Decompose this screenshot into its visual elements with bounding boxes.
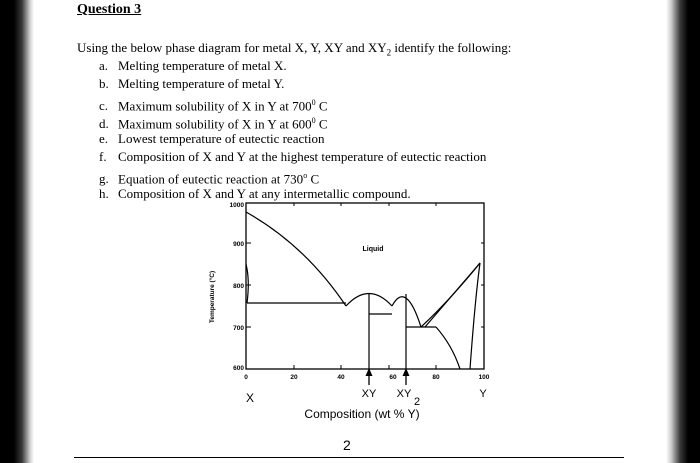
item-letter: e. [99, 131, 109, 147]
intro-subscript: 2 [386, 47, 392, 58]
item-unit: C [315, 97, 328, 113]
item-unit: C [307, 171, 320, 187]
degree-mark: o [303, 170, 308, 180]
intro-text-end: identify the following: [391, 40, 512, 55]
metal-y-label: Y [479, 388, 487, 400]
y-solidus [470, 263, 480, 369]
item-letter: g. [99, 171, 109, 187]
compound-arrows [366, 368, 410, 385]
item-letter: b. [99, 76, 109, 92]
question-heading: Question 3 [77, 2, 142, 17]
phase-boundaries [246, 212, 480, 369]
degree-mark: 0 [311, 115, 316, 125]
page-number: 2 [343, 437, 351, 453]
liquid-region-label: Liquid [362, 246, 384, 253]
y-solvus [436, 327, 460, 369]
x-tick-label: 40 [337, 374, 345, 381]
item-text: Lowest temperature of eutectic reaction [118, 131, 325, 147]
xy2-subscript: 2 [413, 396, 421, 408]
item-letter: h. [99, 186, 109, 202]
xy-label: XY [361, 388, 377, 400]
x-tick-label: 60 [389, 374, 397, 381]
solidus-line-y [425, 263, 480, 327]
x-tick-label: 0 [244, 374, 248, 381]
item-letter: f. [99, 149, 107, 165]
y-tick-label: 700 [233, 325, 244, 332]
y-tick-label: 1000 [229, 202, 244, 209]
y-tick-label: 900 [233, 241, 244, 248]
item-letter: c. [99, 97, 109, 113]
item-text: Composition of X and Y at the highest temperature of eutectic reaction [118, 149, 487, 165]
item-text: Melting temperature of metal Y. [118, 76, 285, 92]
degree-mark: 0 [311, 97, 316, 107]
item-text: Composition of X and Y at any intermetallic compound. [118, 186, 411, 202]
item-text: Maximum solubility of X in Y at 600 [118, 116, 312, 132]
y-tick-marks [246, 243, 484, 327]
item-unit: C [315, 116, 328, 132]
x-tick-label: 20 [290, 374, 298, 381]
item-text: Melting temperature of metal X. [118, 58, 287, 73]
x-tick-label: 80 [432, 374, 440, 381]
x-tick-label: 100 [478, 374, 490, 381]
item-letter: d. [99, 116, 109, 132]
item-text: Maximum solubility of X in Y at 700 [118, 97, 312, 113]
x-axis-title: Composition (wt % Y) [304, 407, 420, 421]
xy2-label: XY [396, 388, 412, 400]
item-text: Equation of eutectic reaction at 730 [118, 171, 304, 187]
metal-x-label: X [245, 391, 255, 405]
item-letter: a. [99, 58, 109, 73]
y-tick-label: 800 [233, 283, 244, 290]
y-axis-title: Temperature (°C) [209, 270, 216, 324]
intro-text: Using the below phase diagram for metal X, Y, XY and XY [77, 40, 387, 55]
x-tick-marks [294, 203, 436, 369]
liquidus-line [246, 212, 346, 306]
footer-rule [74, 457, 624, 458]
y-tick-label: 600 [233, 365, 244, 372]
